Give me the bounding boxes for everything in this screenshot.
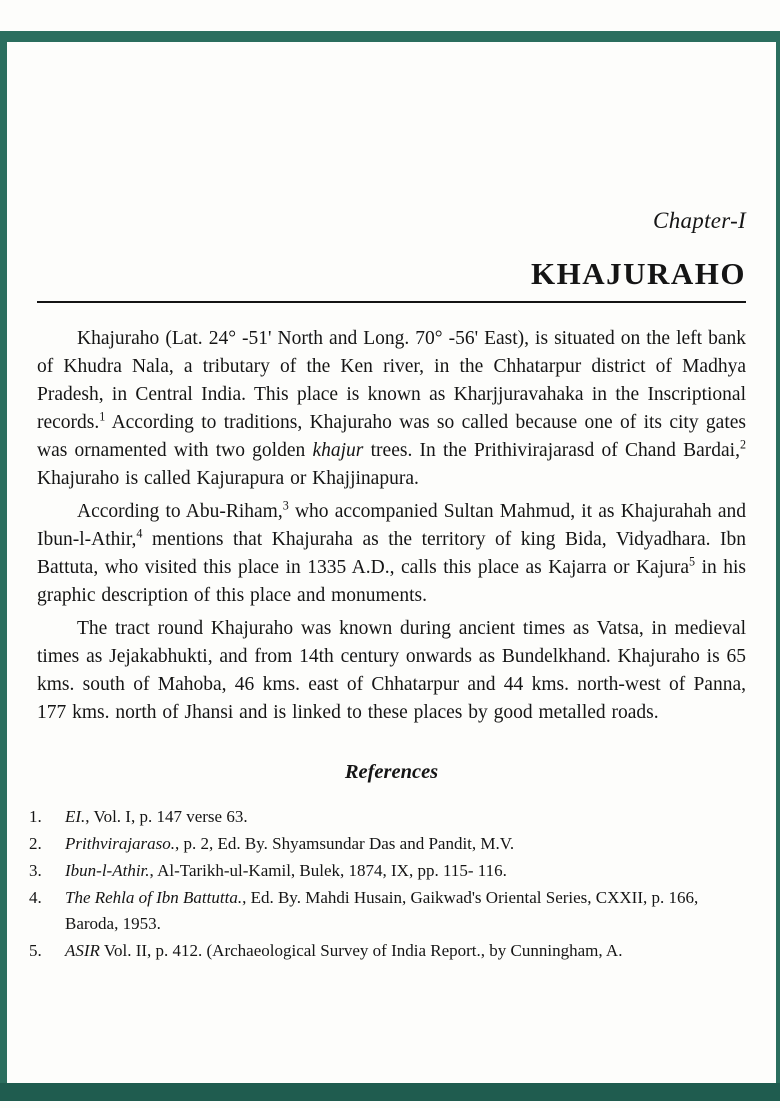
text-run: Prithvirajaraso. — [65, 834, 176, 853]
reference-text — [65, 831, 746, 857]
text-run: , Al-Tarikh-ul-Kamil, Bulek, 1874, IX, pp. 115- 116. — [149, 861, 507, 880]
reference-number: 4. — [29, 888, 42, 907]
scan-edge-bottom — [0, 1083, 780, 1101]
chapter-label: Chapter-I — [653, 208, 746, 233]
reference-item — [29, 831, 746, 857]
text-run: Ibun-l-Athir. — [65, 861, 150, 880]
text-run: EI. — [65, 807, 86, 826]
paragraph — [37, 325, 746, 493]
scan-edge-right — [776, 38, 780, 1098]
footnote-marker: 1 — [99, 409, 106, 424]
reference-text — [65, 938, 746, 964]
title-rule — [37, 301, 746, 303]
paragraph — [37, 615, 746, 727]
reference-text — [65, 885, 746, 937]
references-list — [29, 804, 746, 964]
text-run: , Vol. I, p. 147 verse 63. — [85, 807, 248, 826]
reference-item — [29, 804, 746, 830]
text-run: who accompanied Sultan Mahmud, it as Khajurahah and Ibun-l-Athir, — [37, 501, 746, 550]
page-title: KHAJURAHO — [531, 256, 746, 291]
reference-number: 2. — [29, 834, 42, 853]
text-run: Khajuraho is called Kajurapura or Khajjinapura. — [37, 468, 419, 489]
text-run: , Ed. By. Mahdi Husain, Gaikwad's Oriental Series, CXXII, p. 166, Baroda, 1953. — [65, 888, 699, 933]
text-run: According to traditions, Khajuraho was so called because one of its city gates was ornamented with two golden — [37, 412, 746, 461]
footnote-marker: 5 — [689, 554, 696, 569]
reference-item — [29, 885, 746, 937]
text-run: mentions that Khajuraha as the territory of king Bida, Vidyadhara. Ibn Battuta, who visited this place in 1335 A.D., calls this place as Kajarra or Kajura — [37, 529, 746, 578]
text-run: trees. In the Prithivirajarasd of Chand Bardai, — [363, 440, 740, 461]
text-run: Vol. II, p. 412. (Archaeological Survey of India Report., by Cunningham, A. — [99, 941, 623, 960]
text-run: in his graphic description of this place and monuments. — [37, 557, 746, 606]
text-run: According to Abu-Riham, — [77, 501, 283, 522]
page-content — [29, 0, 746, 965]
reference-item — [29, 858, 746, 884]
footnote-marker: 3 — [282, 498, 289, 513]
text-run: The tract round Khajuraho was known during ancient times as Vatsa, in medieval times as Jejakabhukti, and from 14th century onwards as Bundelkhand. Khajuraho is 65 kms. south of Mahoba, 46 kms. east of Chhatarpur and 44 kms. north-west of Panna, 177 kms. north of Jhansi and is linked to these places by good metalled roads. — [37, 618, 746, 723]
text-run: The Rehla of Ibn Battutta. — [65, 888, 243, 907]
footnote-marker: 2 — [739, 437, 746, 452]
references-heading: References — [344, 761, 439, 783]
text-run: khajur — [312, 440, 364, 461]
reference-item — [29, 938, 746, 964]
body-paragraphs — [37, 325, 746, 727]
scan-edge-left — [0, 31, 7, 1100]
text-run: , p. 2, Ed. By. Shyamsundar Das and Pandit, M.V. — [175, 834, 515, 853]
reference-text — [65, 804, 746, 830]
reference-number: 5. — [29, 941, 42, 960]
reference-number: 1. — [29, 807, 42, 826]
paragraph — [37, 498, 746, 610]
reference-text — [65, 858, 746, 884]
reference-number: 3. — [29, 861, 42, 880]
text-run: Khajuraho (Lat. 24° -51' North and Long. 70° -56' East), is situated on the left bank of Khudra Nala, a tributary of the Ken river, in the Chhatarpur district of Madhya Pradesh, in Central India. This place is known as Kharjjuravahaka in the Inscriptional records. — [37, 328, 746, 433]
footnote-marker: 4 — [136, 526, 143, 541]
text-run: ASIR — [65, 941, 100, 960]
